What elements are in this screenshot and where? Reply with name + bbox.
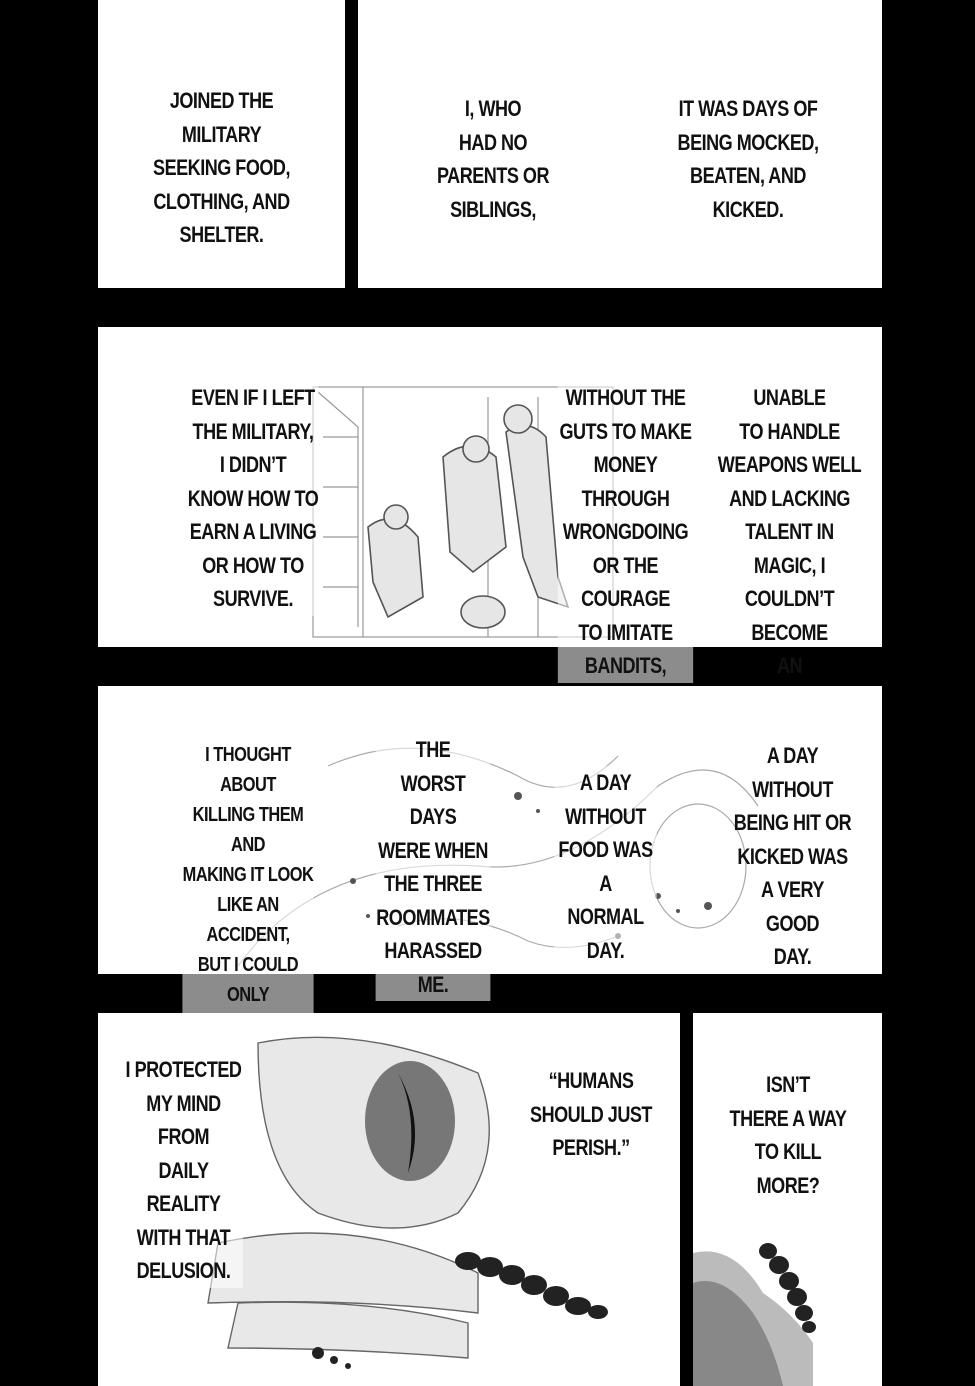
panel-1: [98, 0, 345, 288]
panel-3: [98, 327, 882, 678]
panel-6: [693, 1013, 882, 1386]
caption: I, WHO HAD NO PARENTS OR SIBLINGS,: [436, 96, 550, 222]
panel-4: [98, 686, 882, 1006]
caption: I THOUGHT ABOUT KILLING THEM AND MAKING IT LOOK LIKE AN ACCIDENT, BUT I COULD ONLY: [182, 740, 313, 1070]
caption: EVEN IF I LEFT THE MILITARY, I DIDN’T KNOW HOW TO EARN A LIVING OR HOW TO SURVIVE.: [187, 381, 318, 616]
caption: A DAY WITHOUT FOOD WAS A NORMAL DAY.: [554, 766, 657, 967]
caption: “HUMANS SHOULD JUST PERISH.”: [530, 1064, 653, 1165]
caption: THE WORST DAYS WERE WHEN THE THREE ROOMMATES HARASSED ME.: [376, 733, 491, 1001]
caption: JOINED THE MILITARY SEEKING FOOD, CLOTHING, AND SHELTER.: [153, 88, 290, 247]
caption: ISN’T THERE A WAY TO KILL MORE?: [729, 1072, 847, 1198]
caption: A DAY WITHOUT BEING HIT OR KICKED WAS A VERY GOOD DAY.: [733, 743, 852, 969]
caption: UNABLE TO HANDLE WEAPONS WELL AND LACKING TALENT IN MAGIC, I COULDN’T BECOME AN: [717, 385, 862, 678]
caption: IT WAS DAYS OF BEING MOCKED, BEATEN, AND KICKED.: [677, 96, 819, 222]
caption: I PROTECTED MY MIND FROM DAILY REALITY WITH THAT DELUSION.: [124, 1053, 243, 1288]
panel-5: [98, 1013, 680, 1386]
panel-2: [358, 0, 882, 288]
caption: WITHOUT THE GUTS TO MAKE MONEY THROUGH WRONGDOING OR THE COURAGE TO IMITATE BANDITS,: [558, 381, 693, 683]
